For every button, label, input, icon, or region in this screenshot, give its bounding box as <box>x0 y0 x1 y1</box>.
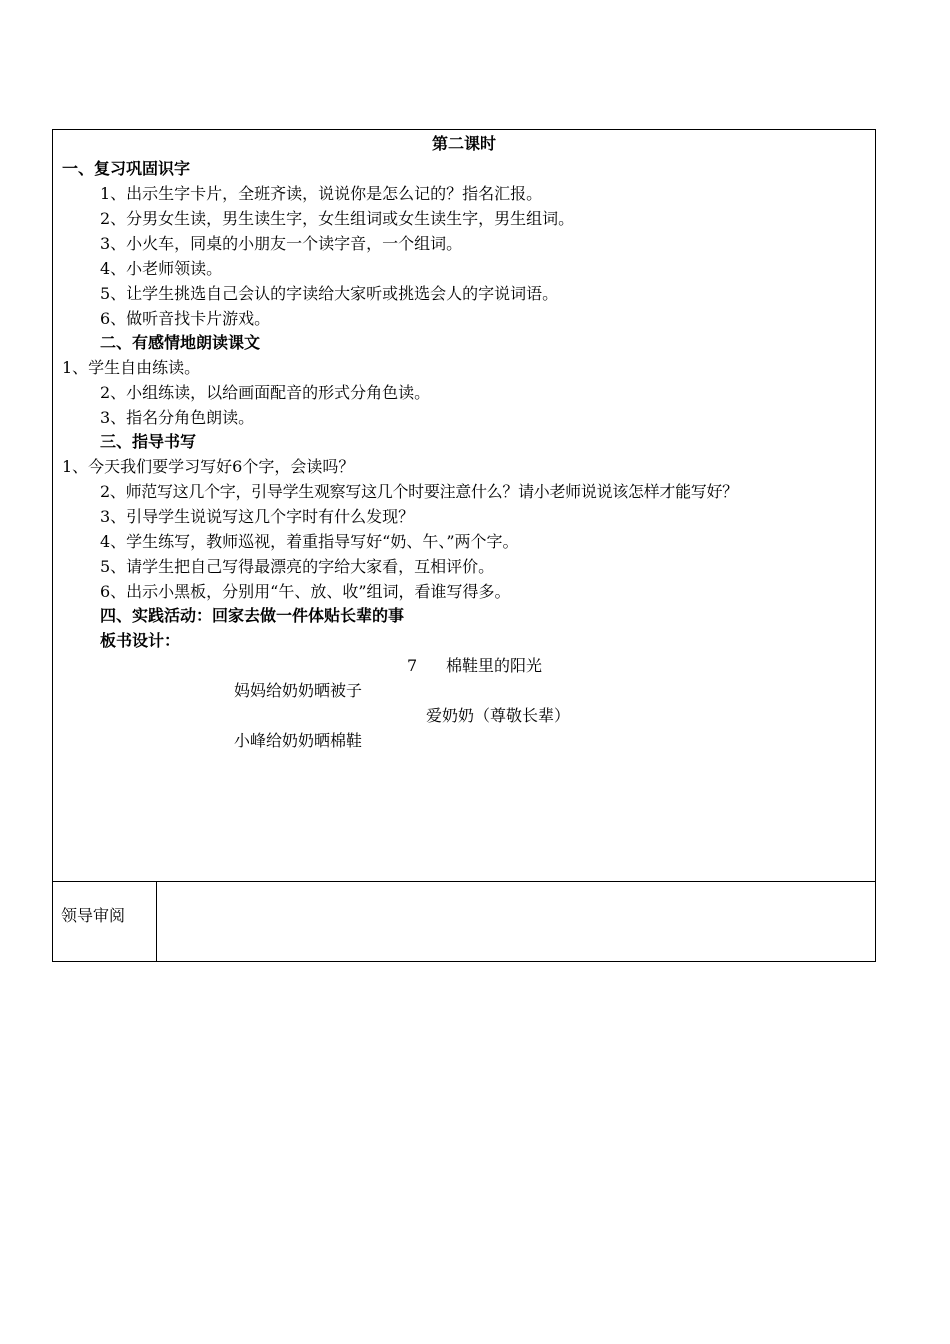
list-item: 5、请学生把自己写得最漂亮的字给大家看，互相评价。 <box>100 557 495 576</box>
section-heading-writing: 三、指导书写 <box>100 432 197 451</box>
review-label: 领导审阅 <box>53 882 157 961</box>
review-content <box>157 882 875 961</box>
lesson-title: 第二课时 <box>431 134 496 153</box>
board-title: 棉鞋里的阳光 <box>446 656 543 675</box>
list-item: 6、出示小黑板，分别用“午、放、收”组词，看谁写得多。 <box>100 582 511 601</box>
list-item: 3、指名分角色朗读。 <box>100 408 255 427</box>
board-line-2: 小峰给奶奶晒棉鞋 <box>234 731 363 750</box>
list-item: 3、小火车，同桌的小朋友一个读字音，一个组词。 <box>100 234 463 253</box>
list-item: 1、出示生字卡片，全班齐读，说说你是怎么记的？指名汇报。 <box>100 184 543 203</box>
list-item: 2、师范写这几个字，引导学生观察写这几个时要注意什么？请小老师说说该怎样才能写好？ <box>100 482 738 501</box>
list-item: 3、引导学生说说写这几个字时有什么发现？ <box>100 507 415 526</box>
list-item: 6、做听音找卡片游戏。 <box>100 309 271 328</box>
board-number: 7 <box>407 656 418 675</box>
section-heading-reading: 二、有感情地朗读课文 <box>100 333 261 352</box>
board-line-1: 妈妈给奶奶晒被子 <box>234 681 363 700</box>
list-item: 4、学生练写，教师巡视，着重指导写好“奶、午、”两个字。 <box>100 532 519 551</box>
list-item: 1、学生自由练读。 <box>62 358 201 377</box>
list-item: 4、小老师领读。 <box>100 259 223 278</box>
lesson-table <box>52 129 876 962</box>
list-item: 1、今天我们要学习写好6个字，会读吗？ <box>62 457 355 476</box>
lesson-content-cell <box>53 130 875 882</box>
list-item: 2、小组练读，以给画面配音的形式分角色读。 <box>100 383 431 402</box>
list-item: 5、让学生挑选自己会认的字读给大家听或挑选会人的字说词语。 <box>100 284 559 303</box>
list-item: 2、分男女生读，男生读生字，女生组词或女生读生字，男生组词。 <box>100 209 575 228</box>
board-center: 爱奶奶（尊敬长辈） <box>426 706 571 725</box>
board-design-label: 板书设计： <box>100 631 181 650</box>
review-row <box>53 882 875 961</box>
section-heading-activity: 四、实践活动：回家去做一件体贴长辈的事 <box>100 606 405 625</box>
section-heading-review: 一、复习巩固识字 <box>62 159 191 178</box>
